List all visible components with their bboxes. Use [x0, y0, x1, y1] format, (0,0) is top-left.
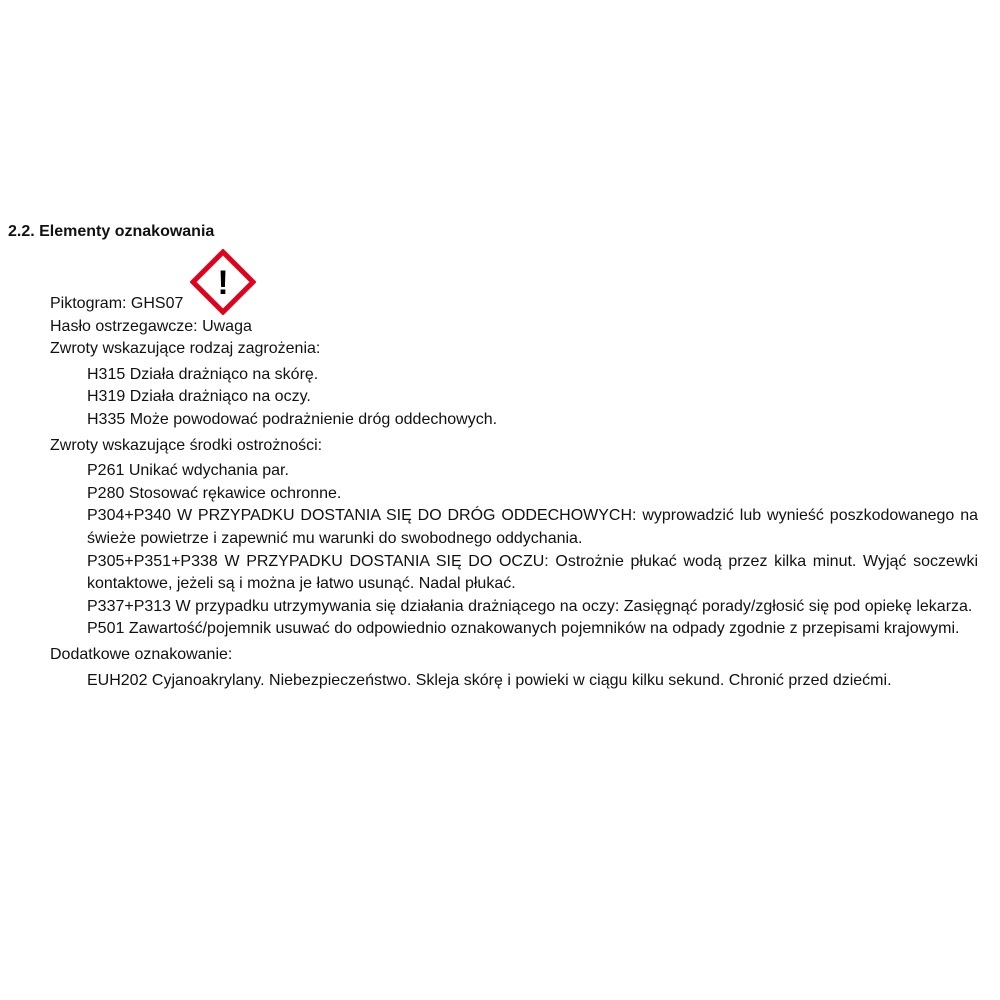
- signal-word: Hasło ostrzegawcze: Uwaga: [50, 317, 252, 335]
- hazard-statements-label: Zwroty wskazujące rodzaj zagrożenia:: [50, 340, 321, 358]
- precautionary-statements-label: Zwroty wskazujące środki ostrożności:: [50, 436, 323, 454]
- precautionary-statement: P304+P340 W PRZYPADKU DOSTANIA SIĘ DO DRÓG ODDECHOWYCH: wyprowadzić lub wynieść poszkodowanego na świeże powietrze i zapewnić mu warunki do swobodnego oddychania.: [87, 507, 978, 547]
- section-title: 2.2. Elementy oznakowania: [8, 223, 215, 240]
- precautionary-statements-list: [87, 460, 978, 641]
- precautionary-statement: P305+P351+P338 W PRZYPADKU DOSTANIA SIĘ DO OCZU: Ostrożnie płukać wodą przez kilka minut. Wyjąć soczewki kontaktowe, jeżeli są i można je łatwo usunąć. Nadal płukać.: [87, 552, 978, 593]
- hazard-statements-list: [87, 364, 978, 432]
- additional-labelling-list: [87, 670, 978, 693]
- additional-labelling-statement: EUH202 Cyjanoakrylany. Niebezpieczeństwo. Skleja skórę i powieki w ciągu kilku sekund. Chronić przed dziećmi.: [87, 671, 892, 689]
- pictogram-exclamation-mark: !: [217, 264, 229, 302]
- pictogram-label: Piktogram: GHS07: [50, 295, 184, 312]
- hazard-statement: H315 Działa drażniąco na skórę.: [87, 365, 319, 383]
- additional-labelling-label: Dodatkowe oznakowanie:: [50, 645, 233, 663]
- precautionary-statement: P501 Zawartość/pojemnik usuwać do odpowiednio oznakowanych pojemników na odpady zgodnie z przepisami krajowymi.: [87, 620, 960, 638]
- precautionary-statement: P261 Unikać wdychania par.: [87, 462, 289, 480]
- hazard-statement: H335 Może powodować podrażnienie dróg oddechowych.: [87, 410, 498, 428]
- hazard-statement: H319 Działa drażniąco na oczy.: [87, 388, 311, 406]
- labelling-content: [50, 293, 978, 695]
- precautionary-statement: P280 Stosować rękawice ochronne.: [87, 484, 342, 502]
- precautionary-statement: P337+P313 W przypadku utrzymywania się działania drażniącego na oczy: Zasięgnąć porady/zgłosić się pod opiekę lekarza.: [87, 597, 973, 615]
